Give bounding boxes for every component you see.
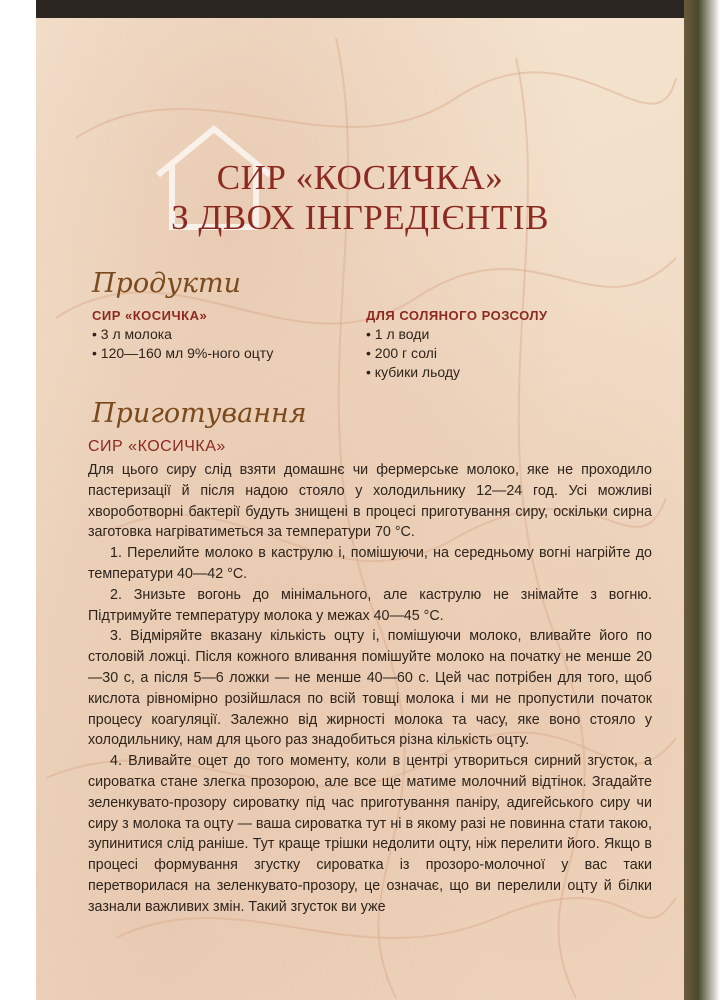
recipe-title-line1: СИР «КОСИЧКА»: [216, 158, 504, 197]
intro-paragraph: Для цього сиру слід взяти домашнє чи фермерське молоко, яке не проходило пастеризації й після надою стояло у холодильнику 12—24 год. Усі можливі хвороботворні бактерії будуть знищені в процесі приготування сиру, оскільки сирна заготовка нагріватиметься за температури 70 °С.: [88, 462, 652, 541]
recipe-page: [36, 18, 684, 1000]
brine-ingredients-label: ДЛЯ СОЛЯНОГО РОЗСОЛУ: [366, 308, 548, 323]
list-item: • 3 л молока: [92, 325, 273, 344]
preparation-subheading: СИР «КОСИЧКА»: [88, 438, 226, 455]
recipe-title-line2: З ДВОХ ІНГРЕДІЄНТІВ: [171, 198, 549, 237]
step-paragraph: 4. Вливайте оцет до того моменту, коли в центрі утвориться сирний згусток, а сироватка стане злегка прозорою, але все ще матиме молочний відтінок. Згадайте зеленкувато-прозору сироватку під час приготування паніру, адигейського сиру чи сиру з молока та оцту — ваша сироватка тут ні в якому разі не повинна стати такою, зупинитися слід раніше. Тут краще трішки недолити оцту, ніж перелити його. Якщо в процесі формування згустку сироватка із прозоро-молочної у вас таки перетворилася на зеленкувато-прозору, це означає, що ви перелили оцту й білки зазнали важливих змін. Такий згусток ви уже: [88, 753, 652, 915]
preparation-body: [88, 460, 652, 918]
list-item: • кубики льоду: [366, 363, 460, 382]
right-page-edge: [684, 0, 720, 1000]
cheese-ingredients-label: СИР «КОСИЧКА»: [92, 308, 208, 323]
preparation-heading: Приготування: [92, 398, 307, 429]
top-dark-band: [36, 0, 684, 18]
step-paragraph: 3. Відміряйте вказану кількість оцту і, помішуючи молоко, вливайте його по столовій ложці. Після кожного вливання помішуйте молоко на початку не менше 20—30 с, а після 5—6 ложки — не менше 40—60 с. Цей час потрібен для того, щоб кислота рівномірно розійшлася по всій товщі молока і ми не пропустили початок процесу коагуляції. Залежно від жирності молока та часу, яке воно стояло у холодильнику, нам для цього раз знадобиться різна кількість оцту.: [88, 628, 652, 749]
list-item: • 200 г солі: [366, 344, 460, 363]
step-paragraph: 2. Знизьте вогонь до мінімального, але каструлю не знімайте з вогню. Підтримуйте температуру молока у межах 40—45 °С.: [88, 586, 652, 624]
brine-ingredients-list: [366, 325, 460, 382]
step-paragraph: 1. Перелийте молоко в каструлю і, помішуючи, на середньому вогні нагрійте до температури 40—42 °С.: [88, 545, 652, 582]
list-item: • 120—160 мл 9%-ного оцту: [92, 344, 273, 363]
list-item: • 1 л води: [366, 325, 460, 344]
cheese-ingredients-list: [92, 325, 273, 363]
products-heading: Продукти: [92, 268, 241, 299]
